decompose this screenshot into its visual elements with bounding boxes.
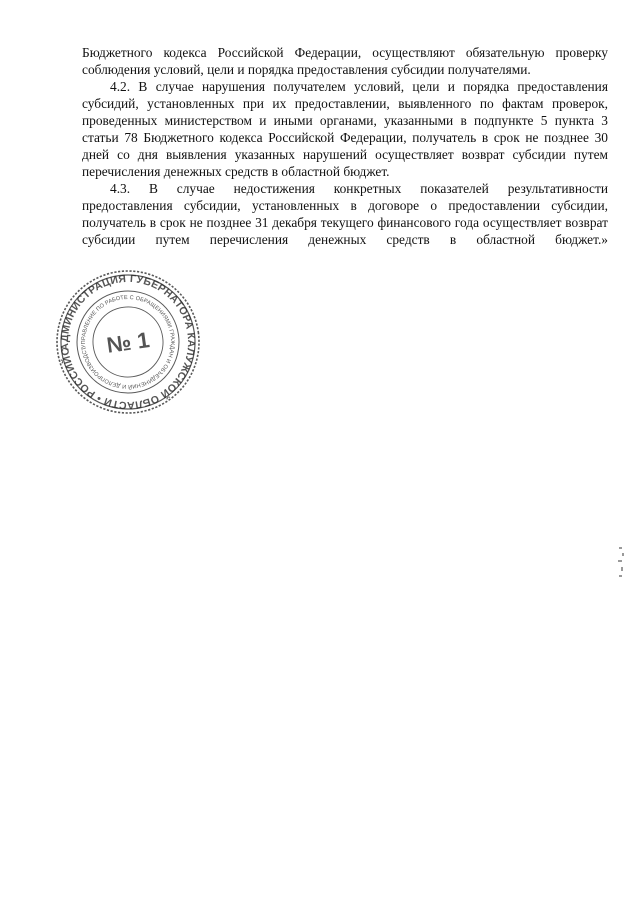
body-text [82, 44, 608, 248]
stamp-number: № 1 [105, 327, 152, 358]
paragraph-4-3: 4.3. В случае недостижения конкретных показателей результативности предоставления субсидии, установленных в договоре о предоставлении субсидии, получатель в срок не позднее 31 декабря текущего финансового года осуществляет возврат субсидии путем перечисления денежных средств в областной бюджет.» [82, 181, 608, 247]
official-seal-stamp [54, 268, 202, 416]
paragraph-4-2: 4.2. В случае нарушения получателем условий, цели и порядка предоставления субсидий, установленных при их предоставлении, выявленного по фактам проверок, проведенных министерством и иными органами, указанными в подпункте 5 пункта 3 статьи 78 Бюджетного кодекса Российской Федерации, получатель в срок не позднее 30 дней со дня выявления указанных нарушений осуществляет возврат субсидии путем перечисления денежных средств в областной бюджет. [82, 79, 608, 179]
stamp-inner-text: УПРАВЛЕНИЕ ПО РАБОТЕ С ОБРАЩЕНИЯМИ ГРАЖДАН И ОБЪЕДИНЕНИЙ И ДЕЛОПРОИЗВОДСТВА [80, 294, 176, 390]
scan-edge-marks [615, 545, 629, 585]
stamp-outer-text: АДМИНИСТРАЦИЯ ГУБЕРНАТОРА КАЛУЖСКОЙ ОБЛАСТИ • РОССИЙСКАЯ [58, 272, 198, 412]
paragraph-continuation: Бюджетного кодекса Российской Федерации, осуществляют обязательную проверку соблюдения условий, цели и порядка предоставления субсидии получателями. [82, 45, 608, 77]
